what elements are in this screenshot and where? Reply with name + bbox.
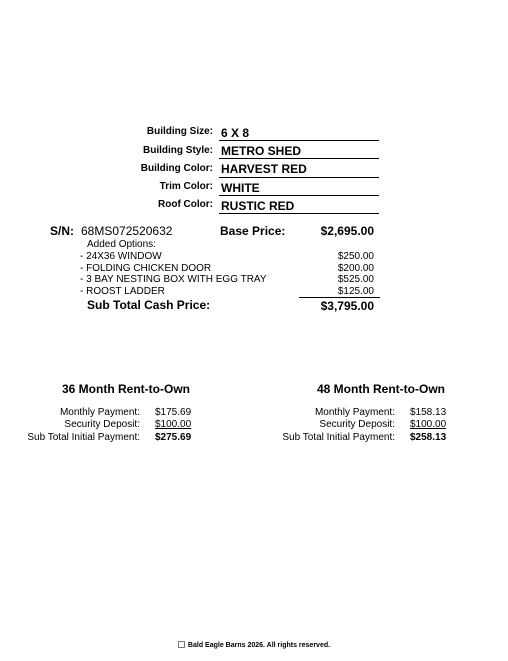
copyright-text: Bald Eagle Barns 2026. All rights reserved. <box>187 642 331 649</box>
security-deposit-value: $100.00 <box>410 419 447 430</box>
divider <box>219 140 379 141</box>
total-divider <box>299 297 380 298</box>
monthly-payment-label: Monthly Payment: <box>59 407 140 418</box>
monthly-payment-value: $158.13 <box>410 407 447 418</box>
serial-number-label: S/N: <box>50 224 74 238</box>
added-options-label: Added Options: <box>87 239 156 250</box>
initial-payment-label: Sub Total Initial Payment: <box>282 432 395 443</box>
option-price: $525.00 <box>337 274 374 285</box>
building-size-value: 6 X 8 <box>221 126 250 140</box>
divider <box>219 177 379 178</box>
security-deposit-value: $100.00 <box>155 419 192 430</box>
option-name: - 24X36 WINDOW <box>80 251 162 262</box>
option-price: $125.00 <box>337 286 374 297</box>
security-deposit-label: Security Deposit: <box>64 419 140 430</box>
security-deposit-label: Security Deposit: <box>319 419 395 430</box>
initial-payment-label: Sub Total Initial Payment: <box>27 432 140 443</box>
divider <box>219 195 379 196</box>
building-color-label: Building Color: <box>140 163 213 174</box>
option-name: - ROOST LADDER <box>80 286 165 297</box>
footer <box>0 641 508 649</box>
initial-payment-value: $258.13 <box>410 432 447 443</box>
serial-number-value: 68MS072520632 <box>81 224 173 238</box>
base-price-value: $2,695.00 <box>320 224 374 238</box>
subtotal-cash-label: Sub Total Cash Price: <box>87 298 211 312</box>
trim-color-label: Trim Color: <box>159 181 213 192</box>
empty-box-icon <box>178 641 185 648</box>
plan-title: 48 Month Rent-to-Own <box>317 382 445 396</box>
initial-payment-value: $275.69 <box>155 432 192 443</box>
option-name: - 3 BAY NESTING BOX WITH EGG TRAY <box>80 274 267 285</box>
option-price: $200.00 <box>337 263 374 274</box>
building-style-label: Building Style: <box>143 145 213 156</box>
building-style-value: METRO SHED <box>221 144 302 158</box>
monthly-payment-label: Monthly Payment: <box>314 407 395 418</box>
base-price-label: Base Price: <box>220 224 286 238</box>
trim-color-value: WHITE <box>221 181 260 195</box>
roof-color-label: Roof Color: <box>158 199 213 210</box>
roof-color-value: RUSTIC RED <box>221 199 295 213</box>
plan-title: 36 Month Rent-to-Own <box>62 382 190 396</box>
monthly-payment-value: $175.69 <box>155 407 192 418</box>
option-name: - FOLDING CHICKEN DOOR <box>80 263 212 274</box>
building-size-label: Building Size: <box>146 126 213 137</box>
building-color-value: HARVEST RED <box>221 162 307 176</box>
option-price: $250.00 <box>337 251 374 262</box>
subtotal-cash-value: $3,795.00 <box>320 299 374 313</box>
divider <box>219 213 379 214</box>
divider <box>219 158 379 159</box>
